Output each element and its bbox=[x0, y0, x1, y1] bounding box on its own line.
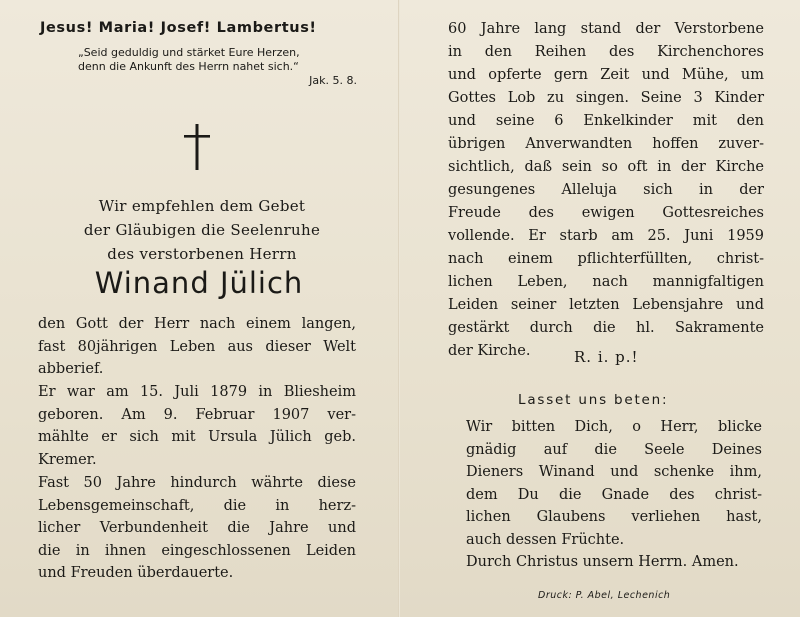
printer-imprint: Druck: P. Abel, Lechenich bbox=[538, 590, 671, 601]
intro-line: Wir empfehlen dem Gebet bbox=[98, 197, 306, 215]
quote-reference: Jak. 5. 8. bbox=[309, 74, 357, 87]
fold-line bbox=[398, 0, 400, 617]
text-line: sichtlich, daß sein so oft in der Kirche bbox=[448, 159, 764, 175]
text-line: in den Reihen des Kirchenchores bbox=[448, 44, 764, 60]
prayer-heading: Lasset uns beten: bbox=[518, 392, 669, 408]
text-line: Leiden seiner letzten Lebensjahre und bbox=[448, 297, 764, 313]
prayer-line: Dieners Winand und schenke ihm, bbox=[466, 464, 762, 480]
prayer-line: Wir bitten Dich, o Herr, blicke bbox=[466, 419, 762, 435]
text-line: und opferte gern Zeit und Mühe, um bbox=[448, 67, 764, 83]
intro-line: des verstorbenen Herrn bbox=[107, 245, 297, 263]
text-line: Kremer. bbox=[38, 451, 97, 468]
text-line: und seine 6 Enkelkinder mit den bbox=[448, 113, 764, 129]
text-line: Lebensgemeinschaft, die in herz- bbox=[38, 497, 356, 514]
text-line: 60 Jahre lang stand der Verstorbene bbox=[448, 21, 764, 37]
paragraph-marriage-years bbox=[38, 472, 356, 585]
intro-text bbox=[44, 194, 360, 266]
prayer-line: auch dessen Früchte. bbox=[466, 531, 625, 548]
prayer-line: Durch Christus unsern Herrn. Amen. bbox=[466, 554, 739, 570]
rip-text: R. i. p.! bbox=[574, 348, 639, 366]
intro-line: der Gläubigen die Seelenruhe bbox=[83, 221, 321, 239]
prayer-line: lichen Glaubens verliehen hast, bbox=[466, 509, 762, 525]
text-line: und Freuden überdauerte. bbox=[38, 565, 234, 581]
text-line: licher Verbundenheit die Jahre und bbox=[38, 520, 356, 536]
text-line: geboren. Am 9. Februar 1907 ver- bbox=[38, 406, 356, 423]
paragraph-birth-marriage bbox=[38, 381, 356, 471]
prayer-text bbox=[466, 416, 762, 574]
text-line: übrigen Anverwandten hoffen zuver- bbox=[448, 136, 764, 152]
text-line: den Gott der Herr nach einem langen, bbox=[38, 316, 356, 332]
biography-text bbox=[448, 18, 764, 363]
paragraph-death bbox=[38, 313, 356, 381]
text-line: Freude des ewigen Gottesreiches bbox=[448, 205, 764, 221]
prayer-line: dem Du die Gnade des christ- bbox=[466, 486, 762, 503]
bible-quote bbox=[78, 46, 363, 88]
deceased-name: Winand Jülich bbox=[94, 266, 304, 300]
quote-line: denn die Ankunft des Herrn nahet sich.“ bbox=[78, 60, 299, 73]
text-line: mählte er sich mit Ursula Jülich geb. bbox=[38, 429, 356, 445]
text-line: gesungenes Alleluja sich in der bbox=[448, 182, 764, 198]
text-line: nach einem pflichterfüllten, christ- bbox=[448, 251, 764, 267]
page-heading: Jesus! Maria! Josef! Lambertus! bbox=[40, 20, 317, 36]
text-line: Gottes Lob zu singen. Seine 3 Kinder bbox=[448, 90, 764, 106]
quote-line: „Seid geduldig und stärket Eure Herzen, bbox=[78, 46, 300, 59]
text-line: die in ihnen eingeschlossenen Leiden bbox=[38, 542, 356, 559]
text-line: fast 80jährigen Leben aus dieser Welt bbox=[38, 338, 356, 355]
text-line: vollende. Er starb am 25. Juni 1959 bbox=[448, 228, 764, 244]
text-line: Er war am 15. Juli 1879 in Bliesheim bbox=[38, 384, 356, 400]
prayer-line: gnädig auf die Seele Deines bbox=[466, 441, 762, 458]
text-line: Fast 50 Jahre hindurch währte diese bbox=[38, 475, 356, 491]
text-line: abberief. bbox=[38, 361, 104, 377]
text-line: der Kirche. bbox=[448, 343, 531, 359]
text-line: lichen Leben, nach mannigfaltigen bbox=[448, 274, 764, 290]
cross-icon bbox=[182, 124, 212, 170]
text-line: gestärkt durch die hl. Sakramente bbox=[448, 320, 764, 336]
